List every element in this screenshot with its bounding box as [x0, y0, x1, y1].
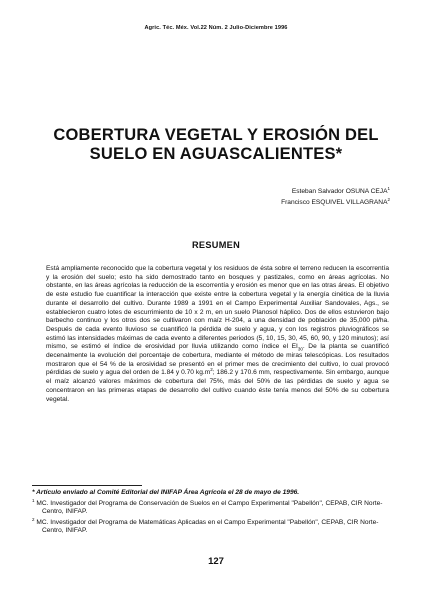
footnote-mark: 2: [32, 516, 35, 522]
footnote-2: [32, 516, 392, 536]
abstract-text-2: . De la planta se cuantificó decenalmente la evolución del porcentaje de cobertura, mediante el método de miras telescópicas. Los resultados mostraron que el 54 % de la erosividad se presentó en el primer mes de crecimiento del cultivo, lo cual provocó pérdidas de suelo y agua del orden de 1.84 y 0.70 kg.m: [46, 343, 390, 377]
author-name: Esteban Salvador OSUNA CEJA: [291, 188, 388, 195]
abstract-heading: RESUMEN: [191, 240, 241, 250]
article-title: [30, 126, 402, 164]
abstract-text-3: ; 186.2 y 170.6 mm, respectivamente. Sin embargo, aunque el maíz alcanzó valores máximos de cobertura del 75%, más del 50% de las pérdidas de suelo y agua se concentraron en las primeras etapas de desarrollo del cultivo cuando éste tenía menos del 50% de su cobertura vegetal.: [46, 369, 389, 403]
abstract-body: [46, 265, 389, 404]
submission-note: * Artículo enviado al Comité Editorial del INIFAP Área Agrícola el 28 de mayo de 1996.: [32, 489, 300, 496]
footnote-mark: 1: [32, 497, 35, 503]
title-line-2: SUELO EN AGUASCALIENTES*: [89, 145, 343, 163]
author-mark: 2: [387, 196, 390, 202]
author-2: [140, 197, 390, 208]
abstract-paragraph: [46, 265, 389, 404]
abstract-text-1: Está ampliamente reconocido que la cobertura vegetal y los residuos de ésta sobre el terreno reducen la escorrentía y la erosión del suelo; esto ha sido demostrado tanto en bosques y pastizales, como en áreas agrícolas. No obstante, en las áreas agrícolas la reducción de la escorrentía y erosión es menor que en las otras áreas. El objetivo de este estudio fue cuantificar la interacción que existe entre la cobertura vegetal y la energía cinética de la lluvia durante el desarrollo del cultivo. Durante 1989 a 1991 en el Campo Experimental Auxiliar Sandovales, Ags., se establecieron cuatro lotes de escurrimiento de 10 x 2 m, en un suelo Planosol háplico. Dos de ellos estuvieron bajo barbecho continuo y los otros dos se cultivaron con maíz H-204, a una densidad de población de 35,000 pl/ha. Después de cada evento lluvioso se cuantificó la pérdida de suelo y agua, y con los registros pluviográficos se estimó las intensidades máximas de cada evento a diferentes periodos (5, 10, 15, 30, 45, 60, 90, y 120 minutos); así mismo, se estimó el índice de erosividad por lluvia utilizando como índice el EI: [46, 265, 389, 351]
footnote-1: [32, 497, 392, 517]
abstract-superscript: 2: [210, 367, 213, 373]
author-name: Francisco ESQUIVEL VILLAGRANA: [281, 199, 388, 206]
author-mark: 1: [387, 185, 390, 191]
footnote-divider: [32, 485, 142, 486]
author-1: [140, 186, 390, 197]
footnotes: [32, 489, 392, 536]
title-line-1: COBERTURA VEGETAL Y EROSIÓN DEL: [53, 126, 379, 144]
footnote-text: MC. Investigador del Programa de Matemáticas Aplicadas en el Campo Experimental "Pabellón", CEPAB, CIR Norte-Centro, INIFAP.: [36, 518, 379, 535]
journal-header: Agric. Téc. Méx. Vol.22 Núm. 2 Julio-Diciembre 1996: [144, 25, 288, 31]
author-list: [140, 186, 390, 208]
abstract-subscript: 30: [297, 346, 303, 352]
footnote-text: MC. Investigador del Programa de Conservación de Suelos en el Campo Experimental "Pabellón", CEPAB, CIR Norte-Centro, INIFAP.: [36, 499, 383, 516]
page-number: 127: [208, 556, 224, 567]
